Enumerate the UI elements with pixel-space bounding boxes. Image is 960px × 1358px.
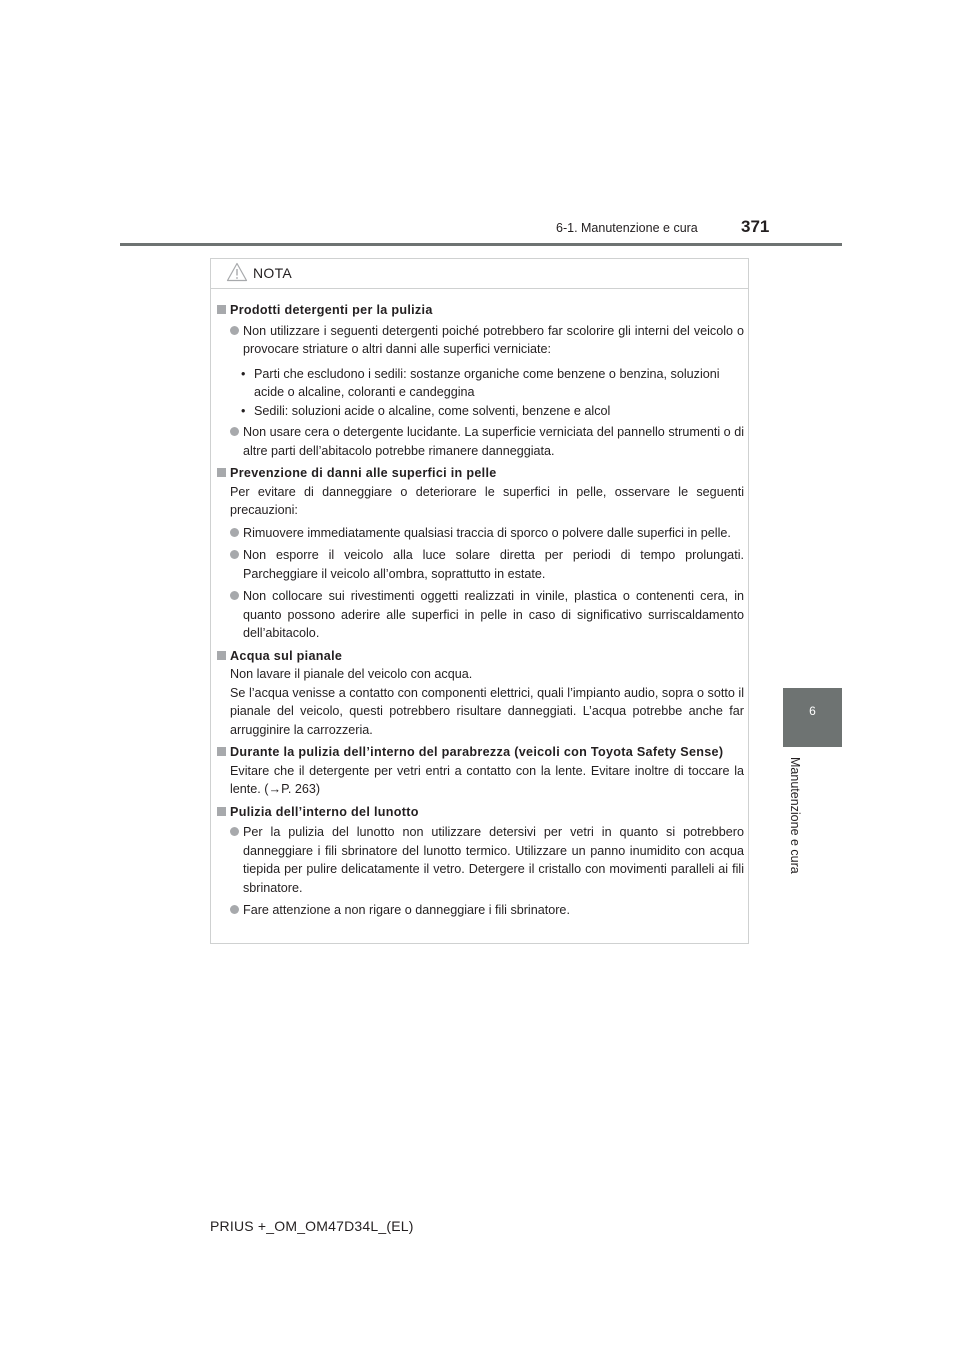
section-title: Acqua sul pianale — [230, 648, 343, 663]
note-box — [210, 258, 749, 944]
list-item-text: Non collocare sui rivestimenti oggetti realizzati in vinile, plastica o contenenti cera, in quanto possono aderire alle superfici in pelle in caso di significativo surriscaldamento dell’abitacolo. — [243, 589, 744, 640]
sub-list-item-text: Sedili: soluzioni acide o alcaline, come solventi, benzene e alcol — [254, 403, 611, 418]
list-item-text: Per la pulizia del lunotto non utilizzare detersivi per vetri in quanto si potrebbero danneggiare i fili sbrinatore del lunotto termico. Utilizzare un panno inumidito con acqua tiepida per pulire delicatamente il vetro. Detergere il cristallo con movimenti paralleli ai fili sbrinatore. — [243, 825, 744, 895]
warning-triangle-icon — [226, 262, 248, 287]
round-bullet-icon — [230, 827, 239, 836]
note-body — [217, 301, 744, 924]
list-item-text: Fare attenzione a non rigare o danneggiare i fili sbrinatore. — [243, 903, 570, 917]
sub-list-item — [230, 402, 744, 421]
round-bullet-icon — [230, 528, 239, 537]
document-code: PRIUS +_OM_OM47D34L_(EL) — [210, 1218, 414, 1234]
header-rule — [120, 243, 842, 246]
list-item-text: Rimuovere immediatamente qualsiasi traccia di sporco o polvere dalle superfici in pelle. — [243, 525, 731, 540]
list-item — [230, 546, 744, 583]
section-rear-window — [217, 803, 744, 920]
chapter-tab: 6 — [783, 688, 842, 747]
round-bullet-icon — [230, 427, 239, 436]
page-number: 371 — [741, 217, 770, 236]
square-bullet-icon — [217, 305, 226, 314]
list-item — [230, 524, 744, 543]
section-windshield-cleaning — [217, 743, 744, 799]
round-bullet-icon — [230, 591, 239, 600]
running-header-section: 6-1. Manutenzione e cura — [556, 221, 698, 235]
section-title: Prevenzione di danni alle superfici in pelle — [230, 466, 497, 480]
section-text: Se l’acqua venisse a contatto con componenti elettrici, quali l’impianto audio, sopra o sotto il pianale del veicolo, questi potrebbero risultare danneggiati. L’acqua potrebbe anche far arrugginire la carrozzeria. — [230, 685, 744, 737]
list-item-text: Non usare cera o detergente lucidante. La superficie verniciata del pannello strumenti o di altre parti dell’abitacolo potrebbe rimanere danneggiata. — [243, 425, 744, 458]
list-item — [230, 901, 744, 920]
list-item-text: Non esporre il veicolo alla luce solare diretta per periodi di tempo prolungati. Parcheggiare il veicolo all’ombra, soprattutto in estate. — [243, 548, 744, 581]
list-item — [230, 423, 744, 460]
round-bullet-icon — [230, 326, 239, 335]
square-bullet-icon — [217, 807, 226, 816]
sub-list-item — [230, 365, 744, 402]
section-text: Non lavare il pianale del veicolo con acqua. — [230, 667, 473, 681]
section-leather-protection — [217, 464, 744, 643]
sub-list — [230, 365, 744, 421]
chapter-side-label: Manutenzione e cura — [788, 757, 802, 874]
square-bullet-icon — [217, 651, 226, 660]
round-bullet-icon — [230, 905, 239, 914]
section-title: Prodotti detergenti per la pulizia — [230, 303, 433, 317]
dot-marker: • — [241, 366, 246, 381]
list-item — [230, 823, 744, 897]
list-item — [230, 587, 744, 643]
square-bullet-icon — [217, 747, 226, 756]
list-item — [230, 322, 744, 359]
section-title: Pulizia dell’interno del lunotto — [230, 804, 419, 819]
dot-marker: • — [241, 403, 246, 418]
round-bullet-icon — [230, 550, 239, 559]
sub-list-item-text: Parti che escludono i sedili: sostanze organiche come benzene o benzina, soluzioni acide o alcaline, coloranti e candeggina — [254, 366, 720, 399]
section-text: Per evitare di danneggiare o deteriorare le superfici in pelle, osservare le seguenti precauzioni: — [230, 484, 744, 517]
section-title: Durante la pulizia dell’interno del parabrezza (veicoli con Toyota Safety Sense) — [230, 745, 724, 759]
note-header — [211, 259, 748, 289]
section-cleaning-products — [217, 301, 744, 460]
note-title: NOTA — [253, 265, 293, 281]
section-floor-water — [217, 647, 744, 740]
square-bullet-icon — [217, 468, 226, 477]
section-text: Evitare che il detergente per vetri entri a contatto con la lente. Evitare inoltre di toccare la lente. (→P. 263) — [230, 763, 744, 796]
list-item-text: Non utilizzare i seguenti detergenti poiché potrebbero far scolorire gli interni del veicolo o provocare striature o altri danni alle superfici verniciate: — [243, 323, 744, 356]
